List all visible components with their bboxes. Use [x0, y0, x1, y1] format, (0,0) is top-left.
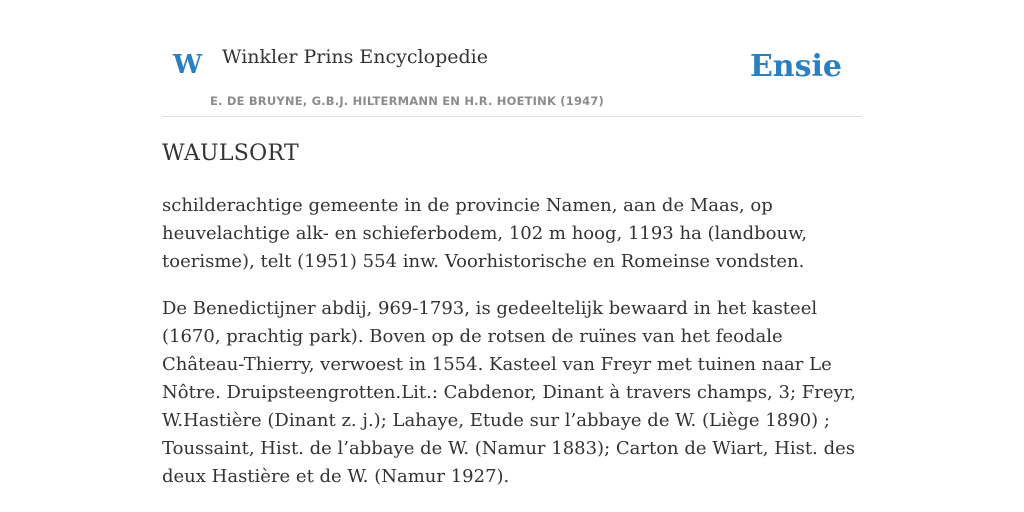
- article-body: [162, 192, 862, 510]
- authors-line: E. DE BRUYNE, G.B.J. HILTERMANN EN H.R. HOETINK (1947): [210, 94, 605, 108]
- site-header: [162, 40, 862, 117]
- site-title-link[interactable]: Winkler Prins Encyclopedie: [222, 46, 488, 68]
- article-title: WAULSORT: [162, 141, 299, 166]
- winkler-prins-logo[interactable]: W: [173, 50, 203, 80]
- article-paragraph-2: De Benedictijner abdij, 969-1793, is gedeeltelijk bewaard in het kasteel (1670, prachtig park). Boven op de rotsen de ruïnes van het feodale Château-Thierry, verwoest in 1554. Kasteel van Freyr met tuinen naar Le Nôtre. Druipsteengrotten.Lit.: Cabdenor, Dinant à travers champs, 3; Freyr, W.Hastière (Dinant z. j.); Lahaye, Etude sur l’abbaye de W. (Liège 1890) ; Toussaint, Hist. de l’abbaye de W. (Namur 1883); Carton de Wiart, Hist. des deux Hastière et de W. (Namur 1927).: [162, 298, 856, 487]
- ensie-brand-logo[interactable]: Ensie: [749, 49, 842, 84]
- article-paragraph-1: schilderachtige gemeente in de provincie Namen, aan de Maas, op heuvelachtige alk- en schieferbodem, 102 m hoog, 1193 ha (landbouw, toerisme), telt (1951) 554 inw. Voorhistorische en Romeinse vondsten.: [162, 195, 808, 272]
